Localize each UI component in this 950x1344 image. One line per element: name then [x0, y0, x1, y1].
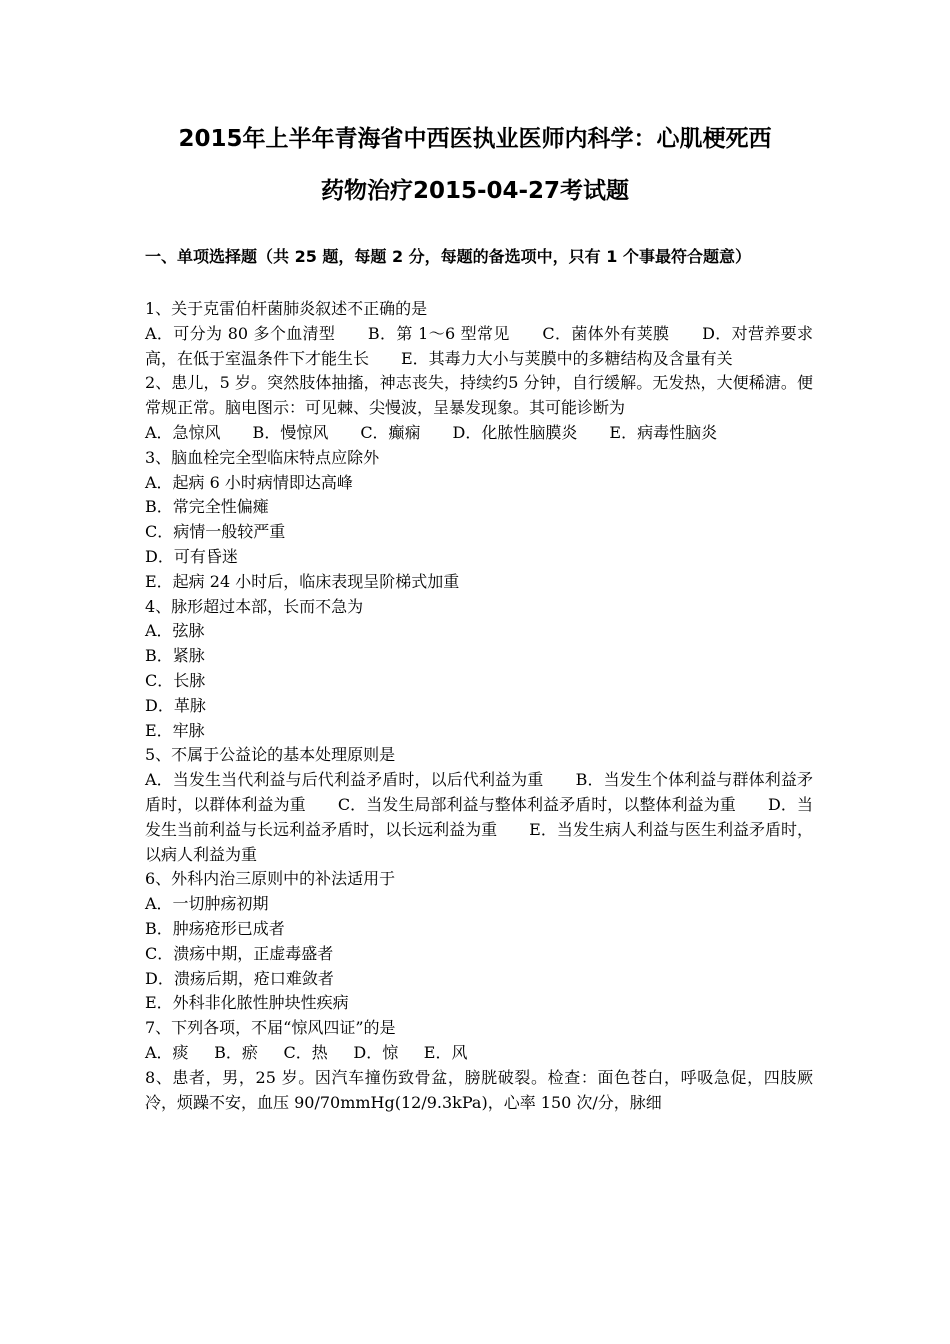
question-list — [145, 297, 813, 1115]
question-options: A．急惊风 B．慢惊风 C．癫痫 D．化脓性脑膜炎 E．病毒性脑炎 — [145, 422, 718, 442]
question-option: C．溃疡中期，正虚毒盛者 — [145, 943, 334, 963]
question-options: A．可分为 80 多个血清型 B．第 1～6 型常见 C．菌体外有荚膜 D．对营养要求高，在低于室温条件下才能生长 E．其毒力大小与荚膜中的多糖结构及含量有关 — [145, 323, 813, 368]
question-stem: 8、患者，男，25 岁。因汽车撞伤致骨盆，膀胱破裂。检查：面色苍白，呼吸急促，四肢厥冷，烦躁不安，血压 90/70mmHg(12/9.3kPa)，心率 150 次/分，脉细 — [145, 1067, 813, 1112]
question-option: E．起病 24 小时后，临床表现呈阶梯式加重 — [145, 571, 460, 591]
document-title-line-1: 2015年上半年青海省中西医执业医师内科学：心肌梗死西 — [178, 126, 772, 152]
section-heading: 一、单项选择题（共 25 题，每题 2 分，每题的备选项中，只有 1 个事最符合题意） — [145, 247, 751, 266]
question-option: C．病情一般较严重 — [145, 522, 286, 542]
question-option: B．紧脉 — [145, 646, 205, 666]
question-option: D．溃疡后期，疮口难敛者 — [145, 968, 334, 988]
question-option: A．起病 6 小时病情即达高峰 — [145, 472, 353, 492]
question-option: C．热 — [283, 1042, 328, 1062]
question-option: D．惊 — [353, 1042, 399, 1062]
question-option: A．痰 — [145, 1042, 189, 1062]
question-stem: 7、下列各项，不届“惊风四证”的是 — [145, 1018, 396, 1038]
question-option: E．风 — [423, 1042, 468, 1062]
question-option: B．瘀 — [214, 1042, 258, 1062]
question-options-inline — [145, 1041, 813, 1066]
question-option: B．常完全性偏瘫 — [145, 497, 269, 517]
question-option: A．一切肿疡初期 — [145, 894, 269, 914]
document-title-line-2: 药物治疗2015-04-27考试题 — [320, 178, 630, 204]
question-option: D．革脉 — [145, 695, 206, 715]
question-options: A．当发生当代利益与后代利益矛盾时，以后代利益为重 B．当发生个体利益与群体利益矛盾时，以群体利益为重 C．当发生局部利益与整体利益矛盾时，以整体利益为重 D．当发生当前利益与长远利益矛盾时，以长远利益为重 E．当发生病人利益与医生利益矛盾时，以病人利益为重 — [145, 770, 813, 864]
question-stem: 1、关于克雷伯杆菌肺炎叙述不正确的是 — [145, 299, 428, 318]
question-option: A．弦脉 — [145, 621, 205, 641]
question-stem: 5、不属于公益论的基本处理原则是 — [145, 745, 396, 765]
question-option: D．可有昏迷 — [145, 546, 238, 566]
question-option: B．肿疡疮形已成者 — [145, 918, 285, 938]
question-option: E．外科非化脓性肿块性疾病 — [145, 993, 349, 1013]
question-stem: 2、患儿，5 岁。突然肢体抽搐，神志丧失，持续约5 分钟，自行缓解。无发热，大便稀溏。便常规正常。脑电图示：可见棘、尖慢波，呈暴发现象。其可能诊断为 — [145, 373, 813, 418]
question-option: E．牢脉 — [145, 720, 205, 740]
question-option: C．长脉 — [145, 670, 206, 690]
question-stem: 6、外科内治三原则中的补法适用于 — [145, 869, 396, 889]
question-stem: 3、脑血栓完全型临床特点应除外 — [145, 447, 380, 467]
question-stem: 4、脉形超过本部，长而不急为 — [145, 596, 364, 616]
